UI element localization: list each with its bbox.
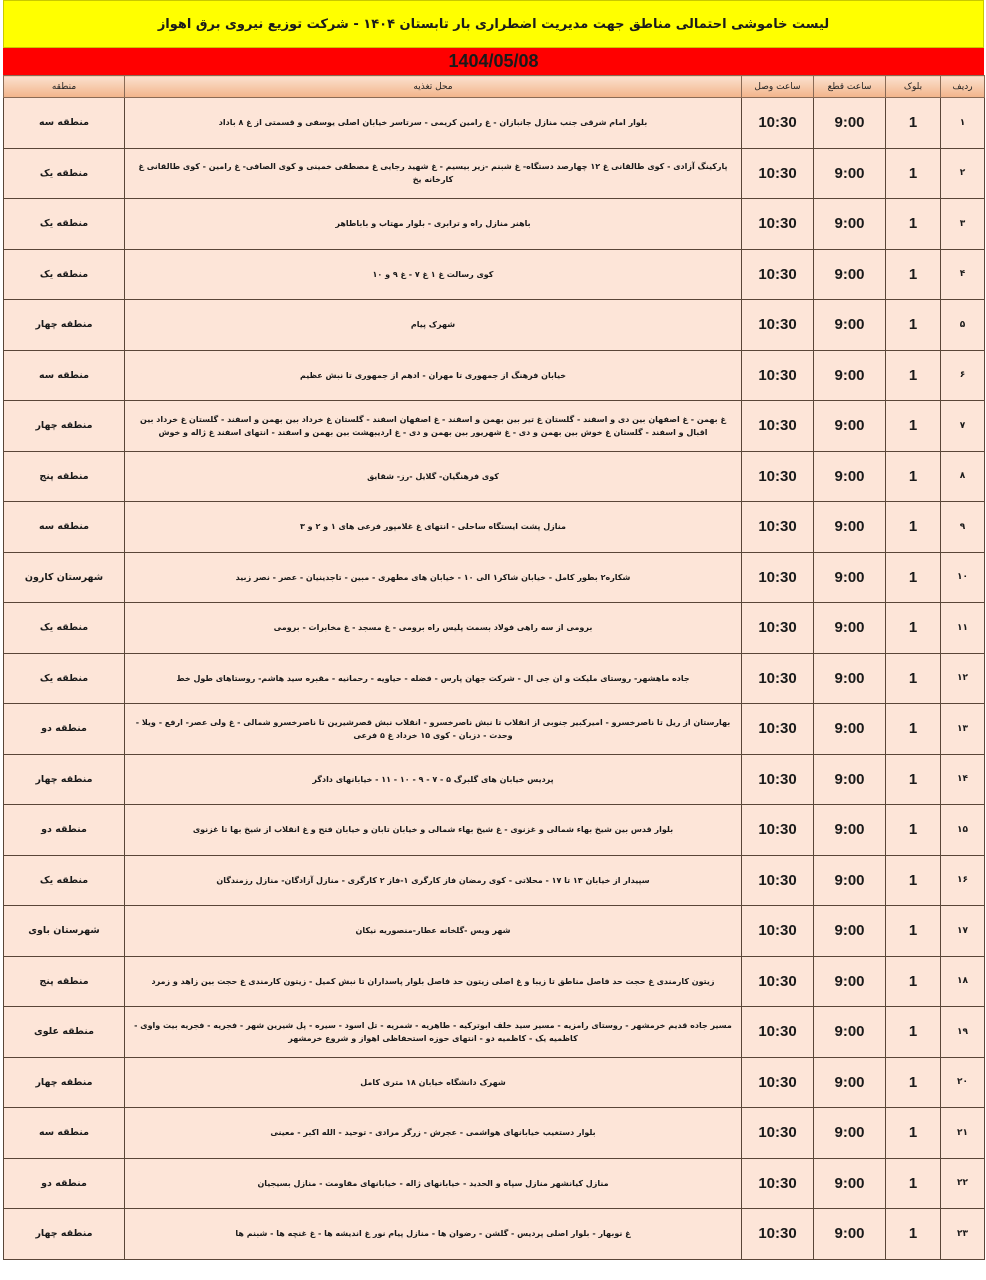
location-cell: پردیس خیابان های گلبرگ ۵ - ۷ - ۹ - ۱۰ - ۱۱ - خیابانهای دادگر <box>125 754 742 805</box>
location-cell: شهرک دانشگاه خیابان ۱۸ متری کامل <box>125 1057 742 1108</box>
column-header-row-number: ردیف <box>941 76 985 98</box>
table-row <box>4 653 985 704</box>
block-cell: 1 <box>886 552 941 603</box>
table-row <box>4 350 985 401</box>
location-cell: جاده ماهشهر- روستای ملیکت و ان جی ال - شرکت جهان پارس - فضله - حیاویه - رحمانیه - مقبره سید هاشم- روستاهای طول خط <box>125 653 742 704</box>
block-cell: 1 <box>886 956 941 1007</box>
block-cell: 1 <box>886 148 941 199</box>
restore-time-cell: 10:30 <box>742 199 814 250</box>
block-cell: 1 <box>886 1007 941 1058</box>
row-number-cell: ۲۲ <box>941 1158 985 1209</box>
block-cell: 1 <box>886 98 941 149</box>
row-number-cell: ۲۰ <box>941 1057 985 1108</box>
cut-time-cell: 9:00 <box>814 300 886 351</box>
restore-time-cell: 10:30 <box>742 451 814 502</box>
cut-time-cell: 9:00 <box>814 1158 886 1209</box>
block-cell: 1 <box>886 704 941 755</box>
column-header-location: محل تغذیه <box>125 76 742 98</box>
row-number-cell: ۲ <box>941 148 985 199</box>
location-cell: منازل پشت ایستگاه ساحلی - انتهای غ غلامپور فرعی های ۱ و ۲ و ۳ <box>125 502 742 553</box>
block-cell: 1 <box>886 249 941 300</box>
table-row <box>4 704 985 755</box>
location-cell: شهر ویس -گلخانه عطار-منصوریه نیکان <box>125 906 742 957</box>
block-cell: 1 <box>886 1108 941 1159</box>
region-cell: منطقه یک <box>4 148 125 199</box>
location-cell: شهرک پیام <box>125 300 742 351</box>
cut-time-cell: 9:00 <box>814 1057 886 1108</box>
table-row <box>4 552 985 603</box>
row-number-cell: ۱ <box>941 98 985 149</box>
restore-time-cell: 10:30 <box>742 754 814 805</box>
location-cell: بهارستان از ریل تا ناصرخسرو - امیرکبیر جنوبی از انقلاب تا نبش ناصرخسرو - انقلاب نبش قصرشیرین تا ناصرخسرو شمالی - غ ولی عصر- ارفع - ویلا - وحدت - دزبان - کوی ۱۵ خرداد غ ۵ فرعی <box>125 704 742 755</box>
block-cell: 1 <box>886 754 941 805</box>
region-cell: منطقه سه <box>4 350 125 401</box>
table-row <box>4 300 985 351</box>
region-cell: شهرستان باوی <box>4 906 125 957</box>
table-row <box>4 805 985 856</box>
cut-time-cell: 9:00 <box>814 249 886 300</box>
region-cell: منطقه چهار <box>4 1057 125 1108</box>
row-number-cell: ۱۷ <box>941 906 985 957</box>
table-row <box>4 451 985 502</box>
block-cell: 1 <box>886 502 941 553</box>
row-number-cell: ۸ <box>941 451 985 502</box>
block-cell: 1 <box>886 603 941 654</box>
location-cell: بلوار امام شرقی جنب منازل جانبازان - غ رامین کریمی - سرتاسر خیابان اصلی یوسفی و قسمتی از غ ۸ باداد <box>125 98 742 149</box>
region-cell: منطقه چهار <box>4 1209 125 1260</box>
location-cell: بلوار قدس بین شیخ بهاء شمالی و غزنوی - غ شیخ بهاء شمالی و خیابان تابان و خیابان فتح و غ انقلاب از شیخ بها تا غزنوی <box>125 805 742 856</box>
cut-time-cell: 9:00 <box>814 653 886 704</box>
cut-time-cell: 9:00 <box>814 148 886 199</box>
restore-time-cell: 10:30 <box>742 1108 814 1159</box>
location-cell: برومی از سه راهی فولاد بسمت پلیس راه برومی - غ مسجد - غ مخابرات - برومی <box>125 603 742 654</box>
location-cell: بلوار دستغیب خیابانهای هواشمی - عجرش - زرگر مرادی - توحید - الله اکبر - معینی <box>125 1108 742 1159</box>
cut-time-cell: 9:00 <box>814 451 886 502</box>
restore-time-cell: 10:30 <box>742 704 814 755</box>
region-cell: منطقه علوی <box>4 1007 125 1058</box>
region-cell: منطقه یک <box>4 199 125 250</box>
location-cell: پارکینگ آزادی - کوی طالقانی غ ۱۲ چهارصد دستگاه- غ شبنم -زیر بیسیم - غ شهید رجایی غ مصطفی خمینی و کوی الصافی- غ رامین - کوی طالقانی غ کارخانه یخ <box>125 148 742 199</box>
row-number-cell: ۲۳ <box>941 1209 985 1260</box>
restore-time-cell: 10:30 <box>742 653 814 704</box>
region-cell: منطقه دو <box>4 805 125 856</box>
restore-time-cell: 10:30 <box>742 906 814 957</box>
restore-time-cell: 10:30 <box>742 148 814 199</box>
block-cell: 1 <box>886 805 941 856</box>
region-cell: منطقه سه <box>4 98 125 149</box>
region-cell: منطقه دو <box>4 1158 125 1209</box>
restore-time-cell: 10:30 <box>742 502 814 553</box>
block-cell: 1 <box>886 1057 941 1108</box>
table-row <box>4 249 985 300</box>
column-header-region: منطقه <box>4 76 125 98</box>
region-cell: منطقه پنج <box>4 956 125 1007</box>
table-row <box>4 148 985 199</box>
table-row <box>4 906 985 957</box>
row-number-cell: ۱۰ <box>941 552 985 603</box>
block-cell: 1 <box>886 1209 941 1260</box>
region-cell: منطقه سه <box>4 1108 125 1159</box>
block-cell: 1 <box>886 199 941 250</box>
table-header-row <box>4 76 985 98</box>
cut-time-cell: 9:00 <box>814 502 886 553</box>
restore-time-cell: 10:30 <box>742 1209 814 1260</box>
restore-time-cell: 10:30 <box>742 855 814 906</box>
location-cell: زیتون کارمندی غ حجت حد فاصل مناطق تا زیبا و غ اصلی زیتون حد فاصل بلوار پاسداران تا نبش کمیل - زیتون کارمندی غ حجت بین زاهد و زمرد <box>125 956 742 1007</box>
row-number-cell: ۱۶ <box>941 855 985 906</box>
row-number-cell: ۱۳ <box>941 704 985 755</box>
location-cell: باهنر منازل راه و ترابری - بلوار مهتاب و باباطاهر <box>125 199 742 250</box>
region-cell: منطقه یک <box>4 603 125 654</box>
cut-time-cell: 9:00 <box>814 1007 886 1058</box>
row-number-cell: ۳ <box>941 199 985 250</box>
cut-time-cell: 9:00 <box>814 906 886 957</box>
restore-time-cell: 10:30 <box>742 805 814 856</box>
restore-time-cell: 10:30 <box>742 1057 814 1108</box>
column-header-block: بلوک <box>886 76 941 98</box>
restore-time-cell: 10:30 <box>742 300 814 351</box>
restore-time-cell: 10:30 <box>742 249 814 300</box>
table-row <box>4 199 985 250</box>
block-cell: 1 <box>886 451 941 502</box>
restore-time-cell: 10:30 <box>742 401 814 452</box>
cut-time-cell: 9:00 <box>814 401 886 452</box>
region-cell: منطقه پنج <box>4 451 125 502</box>
cut-time-cell: 9:00 <box>814 350 886 401</box>
block-cell: 1 <box>886 653 941 704</box>
row-number-cell: ۷ <box>941 401 985 452</box>
outage-schedule-sheet <box>3 0 984 1280</box>
location-cell: مسیر جاده قدیم خرمشهر - روستای رامزیه - مسیر سید خلف ابوترکیه - طاهریه - شمریه - تل اسود - سیره - پل شیرین شهر - فجریه - فجریه بیت واوی - کاظمیه یک - کاظمیه دو - انتهای حوزه استحفاظی اهواز و شروع خرمشهر <box>125 1007 742 1058</box>
region-cell: منطقه یک <box>4 855 125 906</box>
region-cell: شهرستان کارون <box>4 552 125 603</box>
table-row <box>4 956 985 1007</box>
region-cell: منطقه یک <box>4 249 125 300</box>
cut-time-cell: 9:00 <box>814 754 886 805</box>
region-cell: منطقه چهار <box>4 300 125 351</box>
restore-time-cell: 10:30 <box>742 1007 814 1058</box>
cut-time-cell: 9:00 <box>814 199 886 250</box>
location-cell: کوی رسالت غ ۱ غ ۷ - غ ۹ و ۱۰ <box>125 249 742 300</box>
region-cell: منطقه یک <box>4 653 125 704</box>
cut-time-cell: 9:00 <box>814 603 886 654</box>
table-row <box>4 1057 985 1108</box>
block-cell: 1 <box>886 350 941 401</box>
block-cell: 1 <box>886 300 941 351</box>
table-row <box>4 502 985 553</box>
table-row <box>4 98 985 149</box>
restore-time-cell: 10:30 <box>742 603 814 654</box>
location-cell: کوی فرهنگیان- گلایل -رز- شقایق <box>125 451 742 502</box>
table-row <box>4 1007 985 1058</box>
row-number-cell: ۱۴ <box>941 754 985 805</box>
row-number-cell: ۲۱ <box>941 1108 985 1159</box>
table-row <box>4 1158 985 1209</box>
cut-time-cell: 9:00 <box>814 956 886 1007</box>
table-row <box>4 754 985 805</box>
row-number-cell: ۶ <box>941 350 985 401</box>
region-cell: منطقه دو <box>4 704 125 755</box>
block-cell: 1 <box>886 401 941 452</box>
row-number-cell: ۹ <box>941 502 985 553</box>
schedule-date: 1404/05/08 <box>3 48 984 75</box>
cut-time-cell: 9:00 <box>814 1108 886 1159</box>
block-cell: 1 <box>886 1158 941 1209</box>
cut-time-cell: 9:00 <box>814 552 886 603</box>
location-cell: خیابان فرهنگ از جمهوری تا مهران - ادهم از جمهوری تا نبش عظیم <box>125 350 742 401</box>
region-cell: منطقه سه <box>4 502 125 553</box>
page-title: لیست خاموشی احتمالی مناطق جهت مدیریت اضطراری بار تابستان ۱۴۰۴ - شرکت توزیع نیروی برق اهواز <box>3 0 984 48</box>
column-header-cut-time: ساعت قطع <box>814 76 886 98</box>
outage-table <box>3 75 985 1260</box>
location-cell: غ نوبهار - بلوار اصلی پردیس - گلشن - رضوان ها - منازل پیام نور غ اندیشه ها - غ غنچه ها - شبنم ها <box>125 1209 742 1260</box>
restore-time-cell: 10:30 <box>742 350 814 401</box>
location-cell: سپیدار از خیابان ۱۳ تا ۱۷ - محلاتی - کوی رمضان فاز کارگری ۱-فاز ۲ کارگری - منازل آزادگان- منازل رزمندگان <box>125 855 742 906</box>
region-cell: منطقه چهار <box>4 754 125 805</box>
row-number-cell: ۱۸ <box>941 956 985 1007</box>
table-row <box>4 855 985 906</box>
row-number-cell: ۵ <box>941 300 985 351</box>
block-cell: 1 <box>886 906 941 957</box>
restore-time-cell: 10:30 <box>742 552 814 603</box>
row-number-cell: ۱۲ <box>941 653 985 704</box>
restore-time-cell: 10:30 <box>742 98 814 149</box>
region-cell: منطقه چهار <box>4 401 125 452</box>
cut-time-cell: 9:00 <box>814 98 886 149</box>
row-number-cell: ۱۵ <box>941 805 985 856</box>
cut-time-cell: 9:00 <box>814 805 886 856</box>
row-number-cell: ۱۹ <box>941 1007 985 1058</box>
table-row <box>4 603 985 654</box>
location-cell: شکاره۲ بطور کامل - خیابان شاکر۱ الی ۱۰ - خیابان های مطهری - مبین - تاجدینیان - عصر - نصر زبید <box>125 552 742 603</box>
location-cell: منازل کیانشهر منازل سپاه و الحدید - خیابانهای ژاله - خیابانهای مقاومت - منازل بسیجیان <box>125 1158 742 1209</box>
cut-time-cell: 9:00 <box>814 704 886 755</box>
block-cell: 1 <box>886 855 941 906</box>
table-row <box>4 401 985 452</box>
column-header-restore-time: ساعت وصل <box>742 76 814 98</box>
location-cell: غ بهمن - غ اصفهان بین دی و اسفند - گلستان غ تیر بین بهمن و اسفند - غ اصفهان اسفند - گلستان غ خرداد بین بهمن و اسفند - گلستان غ خرداد بین اقبال و اسفند - گلستان غ خوش بین بهمن و دی - غ شهریور بین بهمن و دی - غ اردیبهشت بین بهمن و اسفند - انتهای اسفند غ ژاله و خوش <box>125 401 742 452</box>
restore-time-cell: 10:30 <box>742 956 814 1007</box>
row-number-cell: ۴ <box>941 249 985 300</box>
restore-time-cell: 10:30 <box>742 1158 814 1209</box>
cut-time-cell: 9:00 <box>814 855 886 906</box>
table-row <box>4 1108 985 1159</box>
table-row <box>4 1209 985 1260</box>
cut-time-cell: 9:00 <box>814 1209 886 1260</box>
row-number-cell: ۱۱ <box>941 603 985 654</box>
table-body <box>4 98 985 1260</box>
